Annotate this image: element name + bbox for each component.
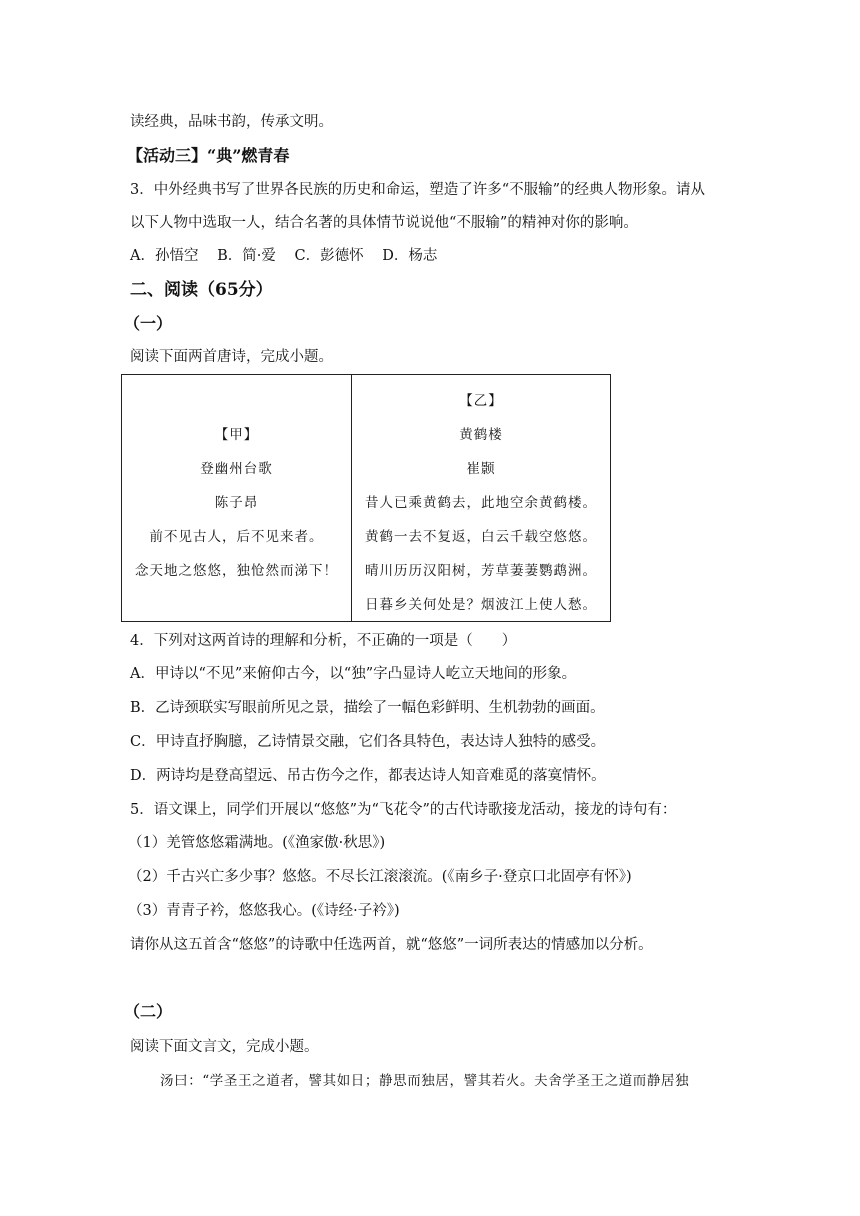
poem-yi-line: 黄鹤一去不复返，白云千载空悠悠。 [365,529,597,545]
q4-option-b: B．乙诗颈联实写眼前所见之景，描绘了一幅色彩鲜明、生机勃勃的画面。 [130,700,605,716]
poem-yi-title: 黄鹤楼 [459,427,503,443]
q3-line2: 以下人物中选取一人，结合名著的具体情节说说他“不服输”的精神对你的影响。 [130,215,638,231]
poem-jia-title: 登幽州台歌 [200,461,273,477]
part2-text-line1: 汤曰：“学圣王之道者，譬其如日；静思而独居，譬其若火。夫舍学圣王之道而静居独 [160,1073,690,1089]
q4-stem: 4．下列对这两首诗的理解和分析，不正确的一项是（ ） [130,633,517,649]
q3-line1: 3．中外经典书写了世界各民族的历史和命运，塑造了许多“不服输”的经典人物形象。请从 [130,182,706,198]
poem-yi-line: 昔人已乘黄鹤去，此地空余黄鹤楼。 [365,495,597,511]
q5-item-3: （3）青青子衿，悠悠我心。(《诗经·子衿》) [128,903,400,919]
part2-label: （二） [124,1002,173,1021]
poem-yi-tag: 【乙】 [459,393,503,409]
q4-option-c: C．甲诗直抒胸臆，乙诗情景交融，它们各具特色，表达诗人独特的感受。 [130,734,606,750]
poem-yi-line: 晴川历历汉阳树，芳草萋萋鹦鹉洲。 [365,563,597,579]
q5-stem: 5．语文课上，同学们开展以“悠悠”为“飞花令”的古代诗歌接龙活动，接龙的诗句有： [130,802,677,818]
part1-instruction: 阅读下面两首唐诗，完成小题。 [130,349,333,365]
q3-option-d: D．杨志 [382,248,438,264]
poem-yi-line: 日暮乡关何处是？烟波江上使人愁。 [365,597,597,613]
q5-task: 请你从这五首含“悠悠”的诗歌中任选两首，就“悠悠”一词所表达的情感加以分析。 [130,937,653,953]
q5-item-1: （1）羌管悠悠霜满地。(《渔家傲·秋思》) [128,835,386,851]
poem-table [121,374,611,622]
poem-jia-line: 前不见古人，后不见来者。 [149,529,324,545]
poem-jia-line: 念天地之悠悠，独怆然而涕下！ [135,563,338,579]
section2-title: 二、阅读（65分） [130,280,273,300]
poem-jia-tag: 【甲】 [214,427,259,443]
q4-option-d: D．两诗均是登高望远、吊古伤今之作，都表达诗人知音难觅的落寞情怀。 [130,768,606,784]
q3-option-c: C．彭德怀 [294,248,364,264]
q3-option-a: A．孙悟空 [130,248,199,264]
intro-line: 读经典，品味书韵，传承文明。 [130,114,333,130]
q3-options [130,246,451,266]
part1-label: （一） [124,314,173,333]
poem-jia-author: 陈子昂 [214,495,259,511]
poem-yi-author: 崔颢 [466,461,496,477]
part2-instruction: 阅读下面文言文，完成小题。 [130,1039,319,1055]
activity3-title: 【活动三】“典”燃青春 [127,146,290,165]
q5-item-2: （2）千古兴亡多少事？悠悠。不尽长江滚滚流。(《南乡子·登京口北固亭有怀》) [128,869,632,885]
q3-option-b: B．简·爱 [217,248,276,264]
q4-option-a: A．甲诗以“不见”来俯仰古今，以“独”字凸显诗人屹立天地间的形象。 [130,666,577,682]
